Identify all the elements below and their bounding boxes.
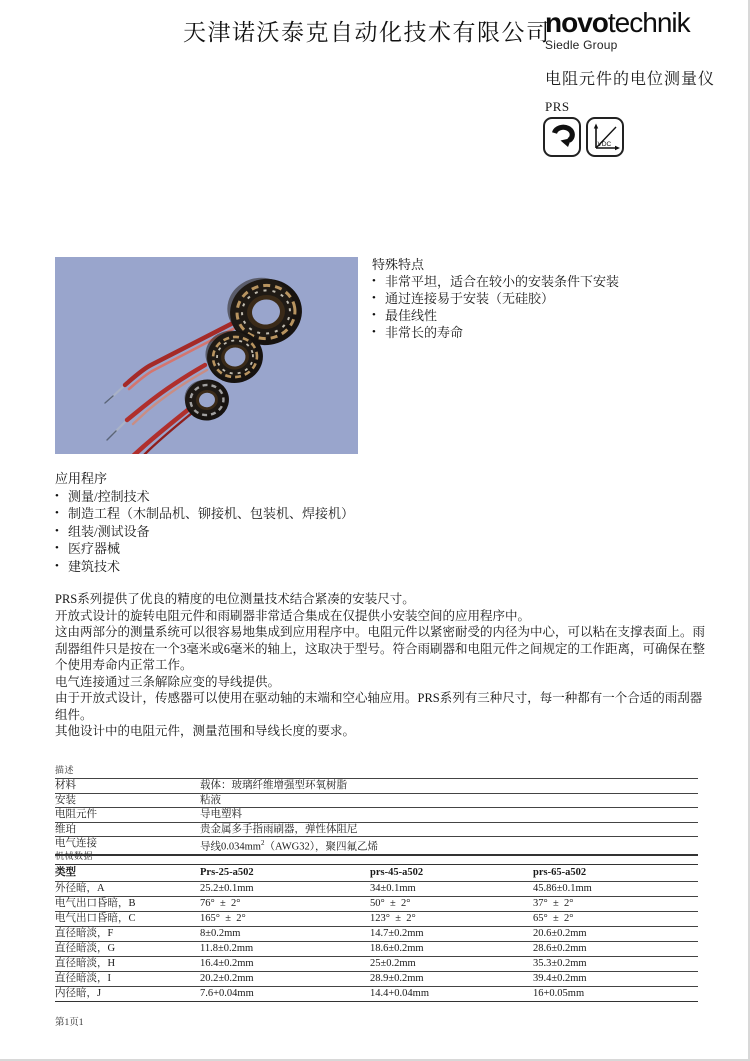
mech-header-cell: prs-45-a502	[370, 867, 424, 878]
row-label: 电阻元件	[55, 809, 97, 820]
mech-row	[55, 912, 698, 927]
mech-value: 16+0.05mm	[533, 988, 585, 999]
mech-value: 37° ± 2°	[533, 898, 574, 909]
mech-value: 8±0.2mm	[200, 928, 241, 939]
bullet-icon: •	[372, 309, 376, 321]
mech-row	[55, 927, 698, 942]
novotechnik-logo	[545, 8, 690, 52]
mech-header-cell: Prs-25-a502	[200, 867, 254, 878]
application-item	[55, 505, 475, 523]
features-list	[372, 273, 737, 341]
mechanical-table-title: 机械数据	[55, 851, 94, 861]
bullet-icon: •	[372, 275, 376, 287]
mech-value: 14.7±0.2mm	[370, 928, 424, 939]
feature-item-label: 非常长的寿命	[385, 325, 464, 340]
applications-section	[55, 470, 475, 575]
mech-value: 25±0.2mm	[370, 958, 416, 969]
bullet-icon: •	[55, 524, 59, 537]
application-item	[55, 558, 475, 576]
mech-row	[55, 957, 698, 972]
logo-novo: novo	[545, 7, 608, 38]
mech-value: 18.6±0.2mm	[370, 943, 424, 954]
vdc-label: VDC	[597, 141, 612, 148]
application-item	[55, 488, 475, 506]
bullet-icon: •	[372, 292, 376, 304]
mech-row-label: 外径暗，A	[55, 883, 105, 894]
feature-item-label: 通过连接易于安装（无硅胶）	[385, 291, 555, 306]
application-item	[55, 523, 475, 541]
bullet-icon: •	[55, 489, 59, 502]
mech-header-cell: 类型	[55, 867, 76, 878]
bullet-icon: •	[55, 542, 59, 554]
mech-value: 11.8±0.2mm	[200, 943, 254, 954]
description-paragraph: 电气连接通过三条解除应变的导线提供。	[55, 674, 281, 689]
description-paragraph: 这由两部分的测量系统可以很容易地集成到应用程序中。电阻元件以紧密耐受的内径为中心，可以粘在支撑表面上。雨刮器组件只是按在一个3毫米或6毫米的轴上，这取决于型号。符合雨刷器和电阻元件之间规定的工作距离，可确保在整个使用寿命内正常工作。	[55, 625, 706, 672]
company-title: 天津诺沃泰克自动化技术有限公司	[183, 20, 551, 45]
mech-row	[55, 882, 698, 897]
logo-technik: technik	[607, 7, 690, 38]
series-name: PRS	[545, 99, 570, 114]
mech-row-label: 直径暗淡，G	[55, 943, 116, 954]
features-section	[372, 256, 737, 341]
mech-value: 45.86±0.1mm	[533, 883, 592, 894]
mech-value: 76° ± 2°	[200, 898, 241, 909]
row-label: 电气连接	[55, 838, 97, 849]
page-footer: 第1页1	[55, 1018, 84, 1028]
mech-row	[55, 897, 698, 912]
mech-row	[55, 942, 698, 957]
row-value: 粘液	[200, 794, 221, 806]
mech-row	[55, 987, 698, 1002]
features-title: 特殊特点	[372, 257, 425, 272]
bullet-icon: •	[55, 507, 59, 519]
mech-value: 7.6+0.04mm	[200, 988, 254, 999]
application-item-label: 医疗器械	[68, 541, 121, 556]
description-paragraph: PRS系列提供了优良的精度的电位测量技术结合紧凑的安装尺寸。	[55, 592, 415, 606]
applications-list	[55, 488, 475, 576]
bullet-icon: •	[372, 326, 376, 338]
application-item-label: 建筑技术	[68, 558, 121, 574]
row-value: 导线$0.034mm^2(AWG32)$，聚四氟乙烯	[200, 839, 378, 853]
table-row	[55, 823, 698, 838]
mech-row-label: 内径暗，J	[55, 988, 102, 999]
row-value: 载体：玻璃纤维增强型环氧树脂	[200, 780, 347, 791]
product-photo	[55, 257, 358, 454]
application-item-label: 制造工程（木制品机、铆接机、包装机、焊接机）	[68, 506, 355, 521]
mech-row-label: 电气出口昏暗，B	[55, 898, 136, 909]
description-table-section	[55, 763, 698, 856]
applications-title: 应用程序	[55, 471, 108, 486]
mech-value: 34±0.1mm	[370, 883, 416, 894]
description-table-title: 描述	[55, 765, 75, 775]
mech-row-label: 直径暗淡，F	[55, 928, 114, 939]
description-paragraph: 由于开放式设计，传感器可以使用在驱动轴的末端和空心轴应用。PRS系列有三种尺寸，每一种都有一个合适的雨刮器组件。	[55, 691, 703, 722]
table-row	[55, 794, 698, 809]
mech-value: 123° ± 2°	[370, 913, 416, 924]
mech-value: 39.4±0.2mm	[533, 973, 587, 984]
mech-value: 165° ± 2°	[200, 913, 246, 924]
description-paragraph: 开放式设计的旋转电阻元件和雨刷器非常适合集成在仅提供小安装空间的应用程序中。	[55, 608, 531, 623]
rotation-icon	[543, 117, 581, 157]
symbol-icons	[543, 117, 624, 157]
feature-item-label: 最佳线性	[385, 308, 438, 323]
mech-row	[55, 972, 698, 987]
table-row	[55, 779, 698, 794]
bullet-icon: •	[55, 559, 59, 572]
mech-row-label: 电气出口昏暗，C	[55, 913, 136, 924]
feature-item	[372, 273, 737, 290]
mech-value: 20.2±0.2mm	[200, 973, 254, 984]
description-table	[55, 778, 698, 856]
mechanical-table-section	[55, 849, 698, 1002]
description-text	[55, 591, 710, 740]
mech-value: 50° ± 2°	[370, 898, 411, 909]
row-label: 安装	[55, 794, 76, 806]
logo-subtitle: Siedle Group	[545, 38, 618, 52]
row-value: 导电塑料	[200, 809, 242, 820]
mechanical-table	[55, 864, 698, 1002]
row-label: 材料	[55, 780, 76, 791]
mech-header-cell: prs-65-a502	[533, 867, 587, 878]
application-item-label: 测量/控制技术	[68, 488, 150, 504]
mech-value: 25.2±0.1mm	[200, 883, 254, 894]
application-item-label: 组装/测试设备	[68, 523, 150, 539]
row-value: 贵金属多手指雨刷器，弹性体阻尼	[200, 823, 358, 835]
feature-item-label: 非常平坦，适合在较小的安装条件下安装	[385, 274, 620, 289]
table-row	[55, 808, 698, 823]
mech-value: 20.6±0.2mm	[533, 928, 587, 939]
mech-row-label: 直径暗淡，H	[55, 958, 116, 969]
mech-value: 14.4+0.04mm	[370, 988, 430, 999]
description-paragraph: 其他设计中的电阻元件，测量范围和导线长度的要求。	[55, 724, 356, 738]
mech-row-label: 直径暗淡，I	[55, 973, 111, 984]
row-label: 维珀	[55, 823, 76, 835]
mech-header-row	[55, 865, 698, 882]
feature-item	[372, 307, 737, 324]
product-type-title: 电阻元件的电位测量仪	[545, 71, 716, 88]
mech-value: 28.6±0.2mm	[533, 943, 587, 954]
vdc-output-icon	[586, 117, 624, 157]
mech-value: 35.3±0.2mm	[533, 958, 587, 969]
logo-wordmark	[545, 8, 690, 38]
feature-item	[372, 324, 737, 341]
feature-item	[372, 290, 737, 307]
mech-value: 28.9±0.2mm	[370, 973, 424, 984]
mech-value: 65° ± 2°	[533, 913, 574, 924]
application-item	[55, 540, 475, 558]
mech-value: 16.4±0.2mm	[200, 958, 254, 969]
